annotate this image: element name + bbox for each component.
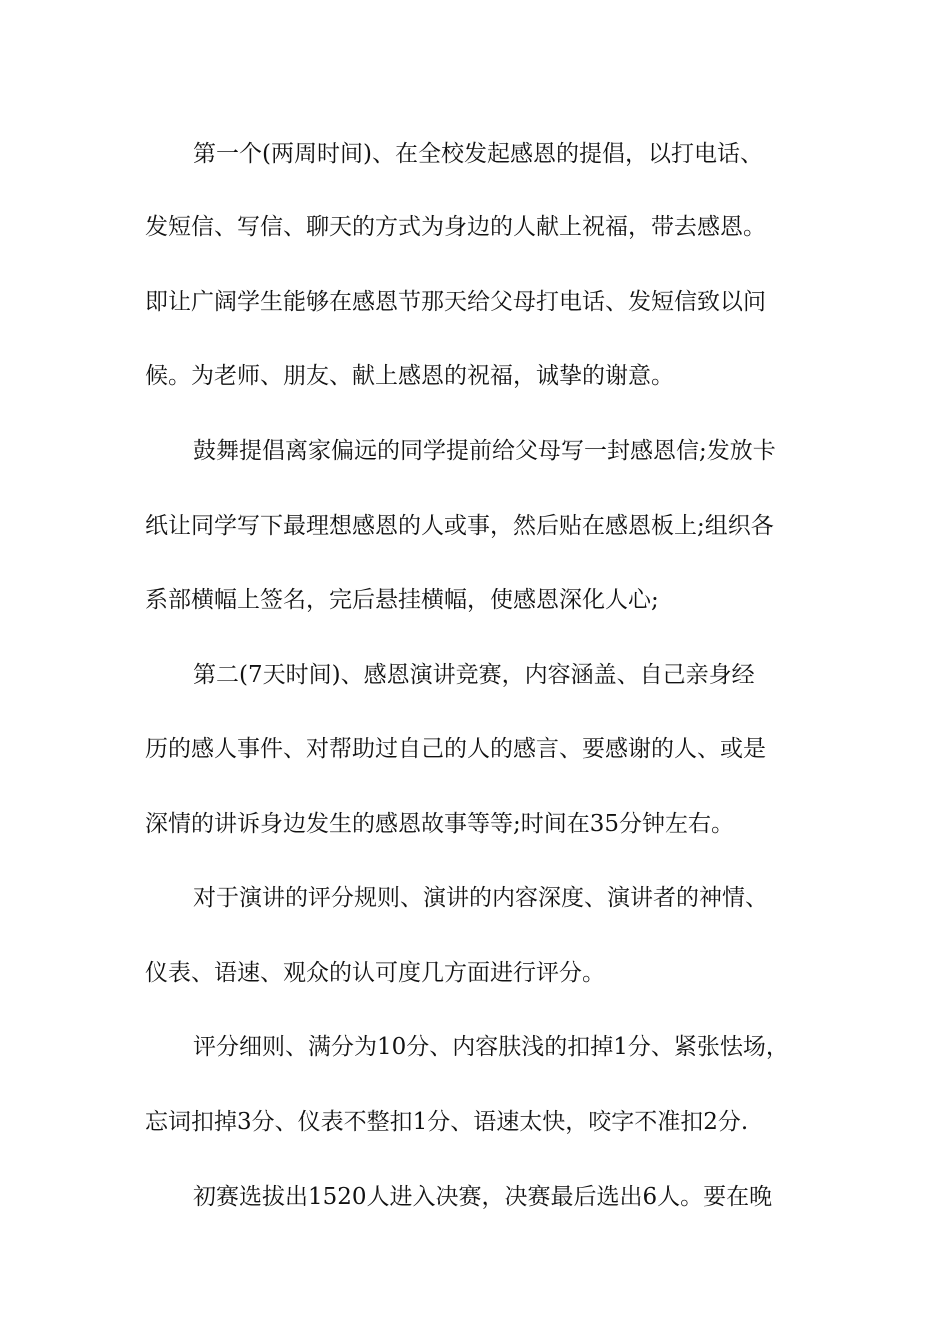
text-line: 对于演讲的评分规则、演讲的内容深度、演讲者的神情、 bbox=[193, 885, 768, 911]
text-line: 纸让同学写下最理想感恩的人或事，然后贴在感恩板上;组织各 bbox=[145, 513, 774, 539]
text-line: 历的感人事件、对帮助过自己的人的感言、要感谢的人、或是 bbox=[145, 736, 766, 762]
text-line: 忘词扣掉3分、仪表不整扣1分、语速太快，咬字不准扣2分. bbox=[145, 1109, 749, 1135]
text-line: 发短信、写信、聊天的方式为身边的人献上祝福，带去感恩。 bbox=[145, 214, 766, 240]
text-line: 第一个(两周时间)、在全校发起感恩的提倡，以打电话、 bbox=[193, 141, 763, 167]
text-line: 仪表、语速、观众的认可度几方面进行评分。 bbox=[145, 960, 605, 986]
text-line: 鼓舞提倡离家偏远的同学提前给父母写一封感恩信;发放卡 bbox=[193, 438, 776, 464]
text-line: 评分细则、满分为10分、内容肤浅的扣掉1分、紧张怯场， bbox=[193, 1034, 789, 1060]
text-line: 系部横幅上签名，完后悬挂横幅，使感恩深化人心; bbox=[145, 587, 659, 613]
text-line: 即让广阔学生能够在感恩节那天给父母打电话、发短信致以问 bbox=[145, 289, 766, 315]
text-line: 初赛选拔出1520人进入决赛，决赛最后选出6人。要在晚 bbox=[193, 1184, 773, 1210]
text-line: 第二(7天时间)、感恩演讲竞赛，内容涵盖、自己亲身经 bbox=[193, 662, 755, 688]
text-line: 深情的讲诉身边发生的感恩故事等等;时间在35分钟左右。 bbox=[145, 811, 735, 837]
text-line: 候。为老师、朋友、献上感恩的祝福，诚挚的谢意。 bbox=[145, 363, 674, 389]
